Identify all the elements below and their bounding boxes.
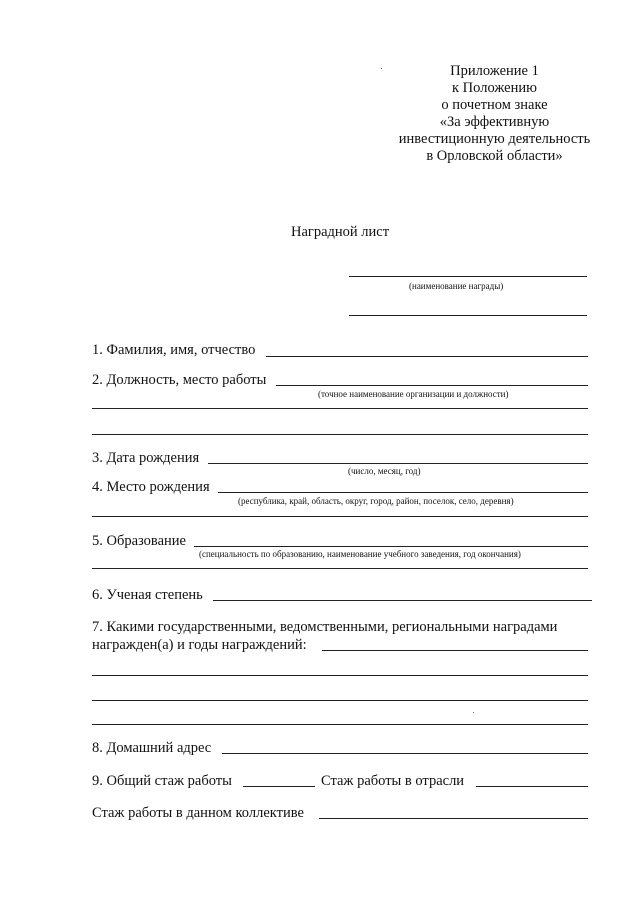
- education-hint: (специальность по образованию, наименование учебного заведения, год окончания): [199, 549, 521, 559]
- home-address-field[interactable]: [222, 753, 588, 754]
- industry-experience-label: Стаж работы в отрасли: [321, 773, 465, 789]
- birth-date-field[interactable]: [208, 463, 588, 464]
- birth-date-hint: (число, месяц, год): [348, 466, 421, 476]
- position-field-line-2[interactable]: [92, 408, 588, 409]
- field-8-label: 8. Домашний адрес: [92, 740, 212, 756]
- award-name-line-2[interactable]: [349, 315, 587, 316]
- education-field[interactable]: [194, 546, 588, 547]
- scan-speck: [473, 712, 474, 713]
- field-2-label: 2. Должность, место работы: [92, 372, 267, 388]
- field-7-label-line-2: награжден(а) и годы награждений:: [92, 637, 307, 653]
- appendix-header-line: в Орловской области»: [426, 148, 563, 164]
- field-4-label: 4. Место рождения: [92, 479, 210, 495]
- appendix-header-line: к Положению: [452, 80, 537, 96]
- birth-place-field[interactable]: [218, 492, 588, 493]
- awards-field-line-2[interactable]: [92, 675, 588, 676]
- position-field[interactable]: [276, 385, 588, 386]
- appendix-header-line: инвестиционную деятельность: [398, 131, 591, 147]
- position-hint: (точное наименование организации и должности): [318, 389, 509, 399]
- appendix-header-line: Приложение 1: [450, 63, 539, 79]
- appendix-header-line: «За эффективную: [439, 114, 550, 130]
- full-name-field[interactable]: [266, 356, 588, 357]
- award-name-line[interactable]: [349, 276, 587, 277]
- total-experience-field[interactable]: [243, 786, 315, 787]
- field-6-label: 6. Ученая степень: [92, 587, 203, 603]
- scan-speck-top: [381, 68, 382, 69]
- appendix-header: [392, 63, 597, 165]
- field-5-label: 5. Образование: [92, 533, 186, 549]
- academic-degree-field[interactable]: [213, 600, 592, 601]
- awards-field-line-4[interactable]: [92, 724, 588, 725]
- field-3-label: 3. Дата рождения: [92, 450, 200, 466]
- field-1-label: 1. Фамилия, имя, отчество: [92, 342, 256, 358]
- award-name-hint: (наименование награды): [409, 281, 504, 291]
- collective-experience-label: Стаж работы в данном коллективе: [92, 805, 304, 821]
- birth-place-field-line-2[interactable]: [92, 516, 588, 517]
- industry-experience-field[interactable]: [476, 786, 588, 787]
- birth-place-hint: (республика, край, область, округ, город, район, поселок, село, деревня): [238, 496, 514, 506]
- awards-field-line-3[interactable]: [92, 700, 588, 701]
- field-7-label-line-1: 7. Какими государственными, ведомственными, региональными наградами: [92, 619, 558, 635]
- field-9-label: 9. Общий стаж работы: [92, 773, 232, 789]
- education-field-line-2[interactable]: [92, 568, 588, 569]
- awards-field[interactable]: [322, 650, 588, 651]
- collective-experience-field[interactable]: [319, 818, 588, 819]
- position-field-line-3[interactable]: [92, 434, 588, 435]
- document-title: Наградной лист: [291, 224, 390, 240]
- appendix-header-line: о почетном знаке: [441, 97, 548, 113]
